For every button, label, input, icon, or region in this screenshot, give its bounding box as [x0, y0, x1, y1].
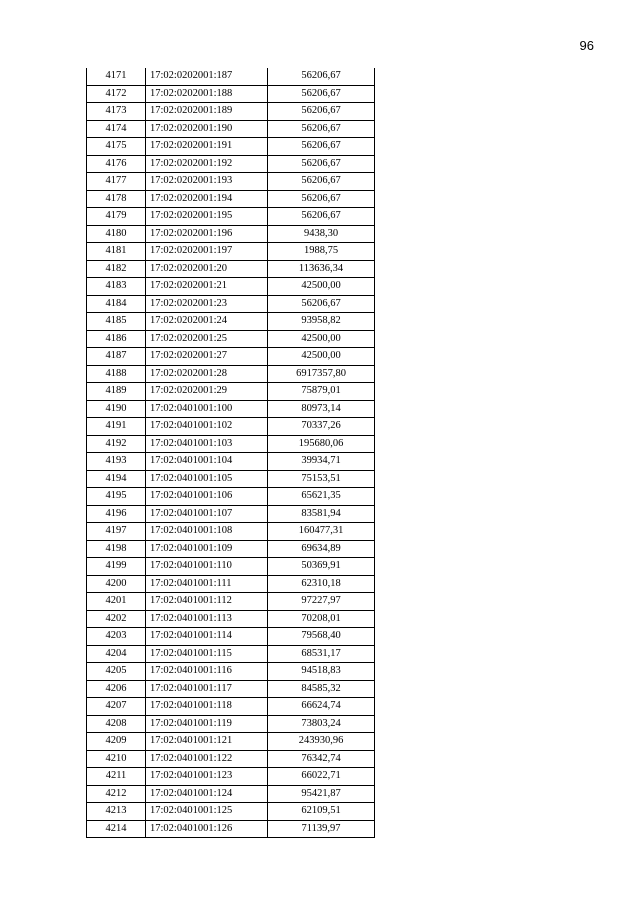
row-number-cell: 4207: [87, 698, 146, 716]
cadastral-number-cell: 17:02:0401001:121: [146, 733, 268, 751]
row-number-cell: 4203: [87, 628, 146, 646]
cadastral-value-cell: 84585,32: [268, 680, 375, 698]
cadastral-value-cell: 56206,67: [268, 295, 375, 313]
cadastral-number-cell: 17:02:0401001:100: [146, 400, 268, 418]
table-row: [87, 313, 375, 331]
table-row: [87, 820, 375, 838]
cadastral-number-cell: 17:02:0202001:187: [146, 68, 268, 85]
cadastral-value-cell: 69634,89: [268, 540, 375, 558]
table-row: [87, 190, 375, 208]
row-number-cell: 4210: [87, 750, 146, 768]
cadastral-value-cell: 70208,01: [268, 610, 375, 628]
cadastral-number-cell: 17:02:0401001:102: [146, 418, 268, 436]
page-number: 96: [579, 38, 594, 53]
table-row: [87, 68, 375, 85]
cadastral-value-cell: 56206,67: [268, 190, 375, 208]
row-number-cell: 4211: [87, 768, 146, 786]
cadastral-number-cell: 17:02:0202001:194: [146, 190, 268, 208]
table-row: [87, 645, 375, 663]
cadastral-number-cell: 17:02:0401001:104: [146, 453, 268, 471]
table-row: [87, 470, 375, 488]
row-number-cell: 4176: [87, 155, 146, 173]
cadastral-value-cell: 56206,67: [268, 85, 375, 103]
row-number-cell: 4172: [87, 85, 146, 103]
row-number-cell: 4206: [87, 680, 146, 698]
row-number-cell: 4178: [87, 190, 146, 208]
cadastral-number-cell: 17:02:0202001:192: [146, 155, 268, 173]
cadastral-number-cell: 17:02:0401001:111: [146, 575, 268, 593]
table-row: [87, 173, 375, 191]
table-row: [87, 435, 375, 453]
cadastral-value-cell: 56206,67: [268, 138, 375, 156]
table-row: [87, 278, 375, 296]
cadastral-number-cell: 17:02:0401001:126: [146, 820, 268, 838]
row-number-cell: 4192: [87, 435, 146, 453]
table-row: [87, 120, 375, 138]
cadastral-value-cell: 93958,82: [268, 313, 375, 331]
cadastral-value-cell: 94518,83: [268, 663, 375, 681]
cadastral-number-cell: 17:02:0401001:119: [146, 715, 268, 733]
cadastral-value-cell: 66624,74: [268, 698, 375, 716]
cadastral-value-cell: 83581,94: [268, 505, 375, 523]
cadastral-value-cell: 80973,14: [268, 400, 375, 418]
cadastral-number-cell: 17:02:0202001:23: [146, 295, 268, 313]
registry-table: [86, 68, 375, 838]
cadastral-number-cell: 17:02:0401001:110: [146, 558, 268, 576]
cadastral-value-cell: 76342,74: [268, 750, 375, 768]
table-row: [87, 418, 375, 436]
cadastral-value-cell: 62310,18: [268, 575, 375, 593]
cadastral-value-cell: 42500,00: [268, 330, 375, 348]
row-number-cell: 4186: [87, 330, 146, 348]
cadastral-value-cell: 62109,51: [268, 803, 375, 821]
cadastral-value-cell: 56206,67: [268, 103, 375, 121]
row-number-cell: 4171: [87, 68, 146, 85]
row-number-cell: 4202: [87, 610, 146, 628]
table-row: [87, 85, 375, 103]
row-number-cell: 4212: [87, 785, 146, 803]
row-number-cell: 4209: [87, 733, 146, 751]
cadastral-number-cell: 17:02:0401001:115: [146, 645, 268, 663]
table-row: [87, 365, 375, 383]
cadastral-value-cell: 56206,67: [268, 173, 375, 191]
row-number-cell: 4177: [87, 173, 146, 191]
row-number-cell: 4198: [87, 540, 146, 558]
cadastral-number-cell: 17:02:0401001:103: [146, 435, 268, 453]
cadastral-number-cell: 17:02:0202001:188: [146, 85, 268, 103]
cadastral-value-cell: 71139,97: [268, 820, 375, 838]
cadastral-number-cell: 17:02:0202001:20: [146, 260, 268, 278]
row-number-cell: 4180: [87, 225, 146, 243]
cadastral-number-cell: 17:02:0401001:113: [146, 610, 268, 628]
cadastral-number-cell: 17:02:0401001:123: [146, 768, 268, 786]
cadastral-value-cell: 70337,26: [268, 418, 375, 436]
cadastral-number-cell: 17:02:0401001:106: [146, 488, 268, 506]
cadastral-value-cell: 39934,71: [268, 453, 375, 471]
row-number-cell: 4191: [87, 418, 146, 436]
cadastral-value-cell: 1988,75: [268, 243, 375, 261]
row-number-cell: 4196: [87, 505, 146, 523]
table-row: [87, 575, 375, 593]
table-row: [87, 733, 375, 751]
table-row: [87, 225, 375, 243]
cadastral-value-cell: 95421,87: [268, 785, 375, 803]
cadastral-number-cell: 17:02:0202001:28: [146, 365, 268, 383]
cadastral-value-cell: 75879,01: [268, 383, 375, 401]
cadastral-number-cell: 17:02:0202001:191: [146, 138, 268, 156]
cadastral-value-cell: 50369,91: [268, 558, 375, 576]
cadastral-value-cell: 56206,67: [268, 155, 375, 173]
row-number-cell: 4189: [87, 383, 146, 401]
cadastral-number-cell: 17:02:0401001:112: [146, 593, 268, 611]
table-row: [87, 593, 375, 611]
table-row: [87, 628, 375, 646]
cadastral-number-cell: 17:02:0401001:116: [146, 663, 268, 681]
row-number-cell: 4213: [87, 803, 146, 821]
table-row: [87, 260, 375, 278]
table-row: [87, 768, 375, 786]
cadastral-value-cell: 68531,17: [268, 645, 375, 663]
cadastral-value-cell: 97227,97: [268, 593, 375, 611]
cadastral-value-cell: 75153,51: [268, 470, 375, 488]
table-row: [87, 715, 375, 733]
row-number-cell: 4173: [87, 103, 146, 121]
cadastral-number-cell: 17:02:0401001:107: [146, 505, 268, 523]
table-row: [87, 295, 375, 313]
row-number-cell: 4200: [87, 575, 146, 593]
table-row: [87, 383, 375, 401]
cadastral-number-cell: 17:02:0202001:27: [146, 348, 268, 366]
row-number-cell: 4184: [87, 295, 146, 313]
row-number-cell: 4193: [87, 453, 146, 471]
table-row: [87, 540, 375, 558]
row-number-cell: 4197: [87, 523, 146, 541]
table-row: [87, 803, 375, 821]
cadastral-value-cell: 56206,67: [268, 208, 375, 226]
row-number-cell: 4208: [87, 715, 146, 733]
table-row: [87, 523, 375, 541]
row-number-cell: 4204: [87, 645, 146, 663]
table-row: [87, 698, 375, 716]
cadastral-value-cell: 42500,00: [268, 278, 375, 296]
cadastral-number-cell: 17:02:0202001:190: [146, 120, 268, 138]
row-number-cell: 4182: [87, 260, 146, 278]
cadastral-number-cell: 17:02:0202001:196: [146, 225, 268, 243]
table-row: [87, 208, 375, 226]
cadastral-number-cell: 17:02:0202001:29: [146, 383, 268, 401]
cadastral-value-cell: 65621,35: [268, 488, 375, 506]
table-row: [87, 488, 375, 506]
table-row: [87, 610, 375, 628]
cadastral-value-cell: 195680,06: [268, 435, 375, 453]
cadastral-number-cell: 17:02:0401001:105: [146, 470, 268, 488]
cadastral-number-cell: 17:02:0401001:114: [146, 628, 268, 646]
cadastral-value-cell: 6917357,80: [268, 365, 375, 383]
table-row: [87, 400, 375, 418]
cadastral-number-cell: 17:02:0202001:189: [146, 103, 268, 121]
registry-table-body: [87, 68, 375, 838]
table-row: [87, 558, 375, 576]
row-number-cell: 4181: [87, 243, 146, 261]
row-number-cell: 4185: [87, 313, 146, 331]
row-number-cell: 4179: [87, 208, 146, 226]
table-row: [87, 453, 375, 471]
table-row: [87, 680, 375, 698]
table-row: [87, 750, 375, 768]
row-number-cell: 4174: [87, 120, 146, 138]
cadastral-value-cell: 56206,67: [268, 120, 375, 138]
cadastral-value-cell: 42500,00: [268, 348, 375, 366]
row-number-cell: 4194: [87, 470, 146, 488]
cadastral-number-cell: 17:02:0401001:124: [146, 785, 268, 803]
row-number-cell: 4188: [87, 365, 146, 383]
cadastral-number-cell: 17:02:0202001:195: [146, 208, 268, 226]
table-row: [87, 348, 375, 366]
row-number-cell: 4183: [87, 278, 146, 296]
table-row: [87, 243, 375, 261]
cadastral-number-cell: 17:02:0401001:108: [146, 523, 268, 541]
cadastral-number-cell: 17:02:0202001:193: [146, 173, 268, 191]
table-row: [87, 505, 375, 523]
cadastral-number-cell: 17:02:0202001:24: [146, 313, 268, 331]
cadastral-value-cell: 73803,24: [268, 715, 375, 733]
cadastral-number-cell: 17:02:0401001:122: [146, 750, 268, 768]
cadastral-number-cell: 17:02:0401001:125: [146, 803, 268, 821]
cadastral-number-cell: 17:02:0401001:109: [146, 540, 268, 558]
row-number-cell: 4195: [87, 488, 146, 506]
table-row: [87, 663, 375, 681]
row-number-cell: 4214: [87, 820, 146, 838]
table-row: [87, 330, 375, 348]
cadastral-number-cell: 17:02:0202001:25: [146, 330, 268, 348]
cadastral-number-cell: 17:02:0401001:117: [146, 680, 268, 698]
row-number-cell: 4201: [87, 593, 146, 611]
row-number-cell: 4205: [87, 663, 146, 681]
table-row: [87, 138, 375, 156]
cadastral-value-cell: 79568,40: [268, 628, 375, 646]
cadastral-number-cell: 17:02:0202001:197: [146, 243, 268, 261]
cadastral-number-cell: 17:02:0202001:21: [146, 278, 268, 296]
cadastral-number-cell: 17:02:0401001:118: [146, 698, 268, 716]
row-number-cell: 4175: [87, 138, 146, 156]
table-row: [87, 785, 375, 803]
row-number-cell: 4190: [87, 400, 146, 418]
row-number-cell: 4199: [87, 558, 146, 576]
cadastral-value-cell: 243930,96: [268, 733, 375, 751]
cadastral-value-cell: 113636,34: [268, 260, 375, 278]
table-row: [87, 155, 375, 173]
cadastral-value-cell: 56206,67: [268, 68, 375, 85]
row-number-cell: 4187: [87, 348, 146, 366]
cadastral-value-cell: 160477,31: [268, 523, 375, 541]
cadastral-value-cell: 9438,30: [268, 225, 375, 243]
table-row: [87, 103, 375, 121]
cadastral-value-cell: 66022,71: [268, 768, 375, 786]
